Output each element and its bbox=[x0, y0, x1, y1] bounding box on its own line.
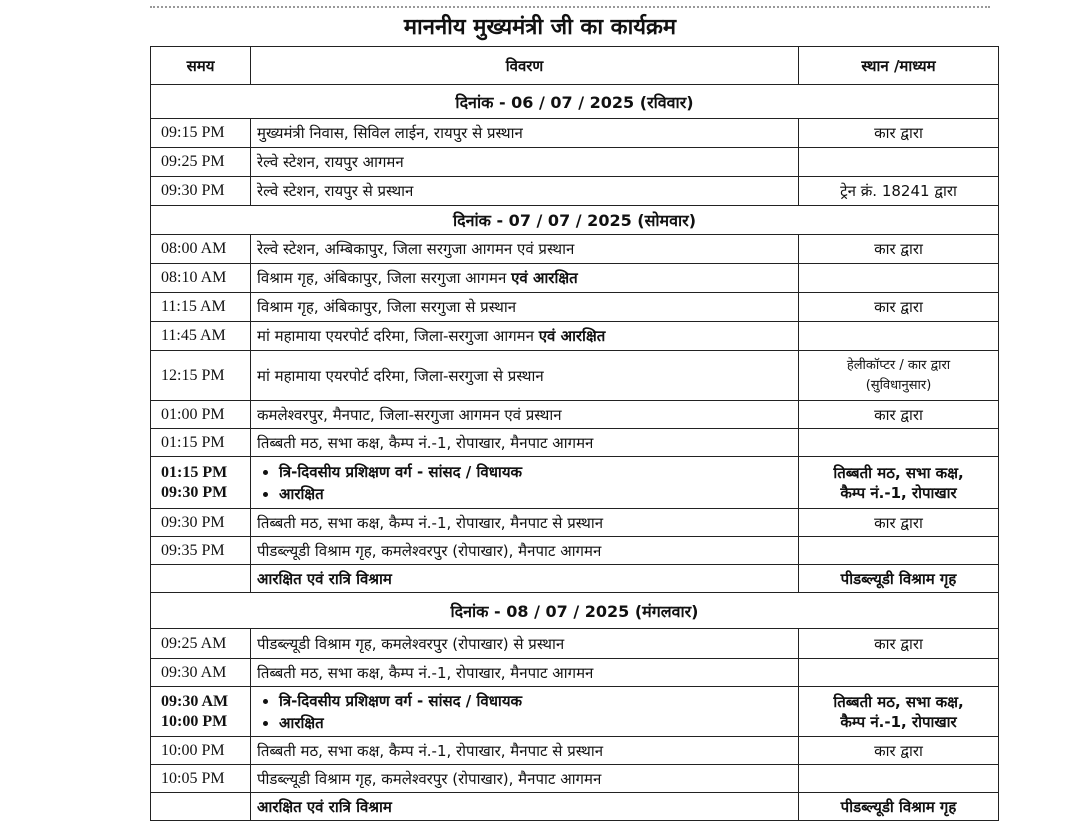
row-mode-line1: हेलीकॉप्टर / कार द्वारा bbox=[846, 357, 951, 373]
row-time: 08:00 AM bbox=[151, 235, 251, 264]
row-desc bbox=[251, 457, 799, 509]
row-time-end: 10:00 PM bbox=[161, 712, 228, 730]
row-time-range bbox=[151, 687, 251, 737]
row-time: 09:30 PM bbox=[151, 177, 251, 206]
row-time-end: 09:30 PM bbox=[161, 483, 228, 501]
row-mode: कार द्वारा bbox=[799, 235, 999, 264]
table-row bbox=[151, 509, 999, 537]
table-row bbox=[151, 659, 999, 687]
row-mode-line1: तिब्बती मठ, सभा कक्ष, bbox=[833, 692, 964, 711]
bullet-item: • आरक्षित bbox=[279, 712, 792, 734]
row-desc: तिब्बती मठ, सभा कक्ष, कैम्प नं.-1, रोपाखार, मैनपाट आगमन bbox=[251, 429, 799, 457]
row-time: 11:15 AM bbox=[151, 293, 251, 322]
row-mode: कार द्वारा bbox=[799, 119, 999, 148]
row-desc: कमलेश्वरपुर, मैनपाट, जिला-सरगुजा आगमन एवं प्रस्थान bbox=[251, 401, 799, 429]
bullet-list bbox=[257, 461, 792, 505]
row-mode: कार द्वारा bbox=[799, 293, 999, 322]
table-row bbox=[151, 401, 999, 429]
row-time: 12:15 PM bbox=[151, 351, 251, 401]
table-row bbox=[151, 235, 999, 264]
row-time: 11:45 AM bbox=[151, 322, 251, 351]
table-row bbox=[151, 322, 999, 351]
row-mode bbox=[799, 537, 999, 565]
row-time: 09:25 AM bbox=[151, 629, 251, 659]
row-desc-bold: एवं आरक्षित bbox=[538, 327, 606, 345]
row-desc-bold: एवं आरक्षित bbox=[511, 269, 578, 287]
date-heading: दिनांक - 07 / 07 / 2025 (सोमवार) bbox=[151, 206, 999, 235]
row-time: 09:30 PM bbox=[151, 509, 251, 537]
row-mode bbox=[799, 765, 999, 793]
row-desc: रेल्वे स्टेशन, रायपुर से प्रस्थान bbox=[251, 177, 799, 206]
row-desc: मां महामाया एयरपोर्ट दरिमा, जिला-सरगुजा से प्रस्थान bbox=[251, 351, 799, 401]
header-details: विवरण bbox=[251, 47, 799, 85]
row-time: 09:15 PM bbox=[151, 119, 251, 148]
header-time: समय bbox=[151, 47, 251, 85]
table-row bbox=[151, 177, 999, 206]
row-mode-line2: कैम्प नं.-1, रोपाखार bbox=[840, 483, 957, 502]
row-desc-text: मां महामाया एयरपोर्ट दरिमा, जिला-सरगुजा आगमन bbox=[257, 327, 534, 345]
bullet-list bbox=[257, 690, 792, 734]
table-row bbox=[151, 537, 999, 565]
row-mode: कार द्वारा bbox=[799, 737, 999, 765]
header-row bbox=[151, 47, 999, 85]
row-time: 01:00 PM bbox=[151, 401, 251, 429]
row-desc: पीडब्ल्यूडी विश्राम गृह, कमलेश्वरपुर (रोपाखार), मैनपाट आगमन bbox=[251, 537, 799, 565]
date-row bbox=[151, 85, 999, 119]
row-time: 08:10 AM bbox=[151, 264, 251, 293]
row-mode bbox=[799, 429, 999, 457]
table-row bbox=[151, 457, 999, 509]
date-heading: दिनांक - 06 / 07 / 2025 (रविवार) bbox=[151, 85, 999, 119]
row-mode bbox=[799, 322, 999, 351]
row-time: 10:00 PM bbox=[151, 737, 251, 765]
schedule-table bbox=[150, 46, 999, 821]
row-mode bbox=[799, 351, 999, 401]
row-desc: रेल्वे स्टेशन, रायपुर आगमन bbox=[251, 148, 799, 177]
header-mode: स्थान /माध्यम bbox=[799, 47, 999, 85]
row-desc: रेल्वे स्टेशन, अम्बिकापुर, जिला सरगुजा आगमन एवं प्रस्थान bbox=[251, 235, 799, 264]
row-mode: पीडब्ल्यूडी विश्राम गृह bbox=[799, 565, 999, 593]
row-desc: तिब्बती मठ, सभा कक्ष, कैम्प नं.-1, रोपाखार, मैनपाट से प्रस्थान bbox=[251, 509, 799, 537]
row-desc: आरक्षित एवं रात्रि विश्राम bbox=[251, 793, 799, 821]
table-row bbox=[151, 351, 999, 401]
row-time: 09:35 PM bbox=[151, 537, 251, 565]
row-mode: कार द्वारा bbox=[799, 629, 999, 659]
row-desc: तिब्बती मठ, सभा कक्ष, कैम्प नं.-1, रोपाखार, मैनपाट आगमन bbox=[251, 659, 799, 687]
date-heading: दिनांक - 08 / 07 / 2025 (मंगलवार) bbox=[151, 593, 999, 629]
row-desc: तिब्बती मठ, सभा कक्ष, कैम्प नं.-1, रोपाखार, मैनपाट से प्रस्थान bbox=[251, 737, 799, 765]
table-row bbox=[151, 264, 999, 293]
row-mode: कार द्वारा bbox=[799, 509, 999, 537]
top-divider bbox=[150, 6, 990, 8]
table-row bbox=[151, 765, 999, 793]
row-desc bbox=[251, 264, 799, 293]
table-row bbox=[151, 293, 999, 322]
page-title: माननीय मुख्यमंत्री जी का कार्यक्रम bbox=[403, 15, 677, 40]
date-row bbox=[151, 206, 999, 235]
row-time-start: 09:30 AM bbox=[161, 692, 229, 710]
row-mode: कार द्वारा bbox=[799, 401, 999, 429]
table-row bbox=[151, 737, 999, 765]
bullet-item: • त्रि-दिवसीय प्रशिक्षण वर्ग - सांसद / विधायक bbox=[279, 690, 792, 712]
row-desc: मुख्यमंत्री निवास, सिविल लाईन, रायपुर से प्रस्थान bbox=[251, 119, 799, 148]
row-time: 09:25 PM bbox=[151, 148, 251, 177]
table-row bbox=[151, 687, 999, 737]
bullet-item: • त्रि-दिवसीय प्रशिक्षण वर्ग - सांसद / विधायक bbox=[279, 461, 792, 483]
row-desc bbox=[251, 687, 799, 737]
row-time-range bbox=[151, 457, 251, 509]
row-desc: पीडब्ल्यूडी विश्राम गृह, कमलेश्वरपुर (रोपाखार), मैनपाट आगमन bbox=[251, 765, 799, 793]
row-mode-line2: कैम्प नं.-1, रोपाखार bbox=[840, 712, 957, 731]
row-mode-line2: (सुविधानुसार) bbox=[865, 377, 932, 393]
row-desc: पीडब्ल्यूडी विश्राम गृह, कमलेश्वरपुर (रोपाखार) से प्रस्थान bbox=[251, 629, 799, 659]
row-time: 09:30 AM bbox=[151, 659, 251, 687]
table-row bbox=[151, 119, 999, 148]
table-row bbox=[151, 148, 999, 177]
row-time bbox=[151, 565, 251, 593]
row-time-start: 01:15 PM bbox=[161, 463, 228, 481]
date-row bbox=[151, 593, 999, 629]
row-time bbox=[151, 793, 251, 821]
row-desc: विश्राम गृह, अंबिकापुर, जिला सरगुजा से प्रस्थान bbox=[251, 293, 799, 322]
row-desc-text: विश्राम गृह, अंबिकापुर, जिला सरगुजा आगमन bbox=[257, 269, 507, 287]
table-row bbox=[151, 793, 999, 821]
row-mode bbox=[799, 264, 999, 293]
table-row bbox=[151, 565, 999, 593]
table-row bbox=[151, 429, 999, 457]
row-desc: आरक्षित एवं रात्रि विश्राम bbox=[251, 565, 799, 593]
row-mode: ट्रेन क्रं. 18241 द्वारा bbox=[799, 177, 999, 206]
row-mode bbox=[799, 457, 999, 509]
row-mode-line1: तिब्बती मठ, सभा कक्ष, bbox=[833, 463, 964, 482]
row-time: 01:15 PM bbox=[151, 429, 251, 457]
row-mode bbox=[799, 148, 999, 177]
row-desc bbox=[251, 322, 799, 351]
row-time: 10:05 PM bbox=[151, 765, 251, 793]
table-row bbox=[151, 629, 999, 659]
row-mode bbox=[799, 687, 999, 737]
row-mode: पीडब्ल्यूडी विश्राम गृह bbox=[799, 793, 999, 821]
bullet-item: • आरक्षित bbox=[279, 483, 792, 505]
row-mode bbox=[799, 659, 999, 687]
